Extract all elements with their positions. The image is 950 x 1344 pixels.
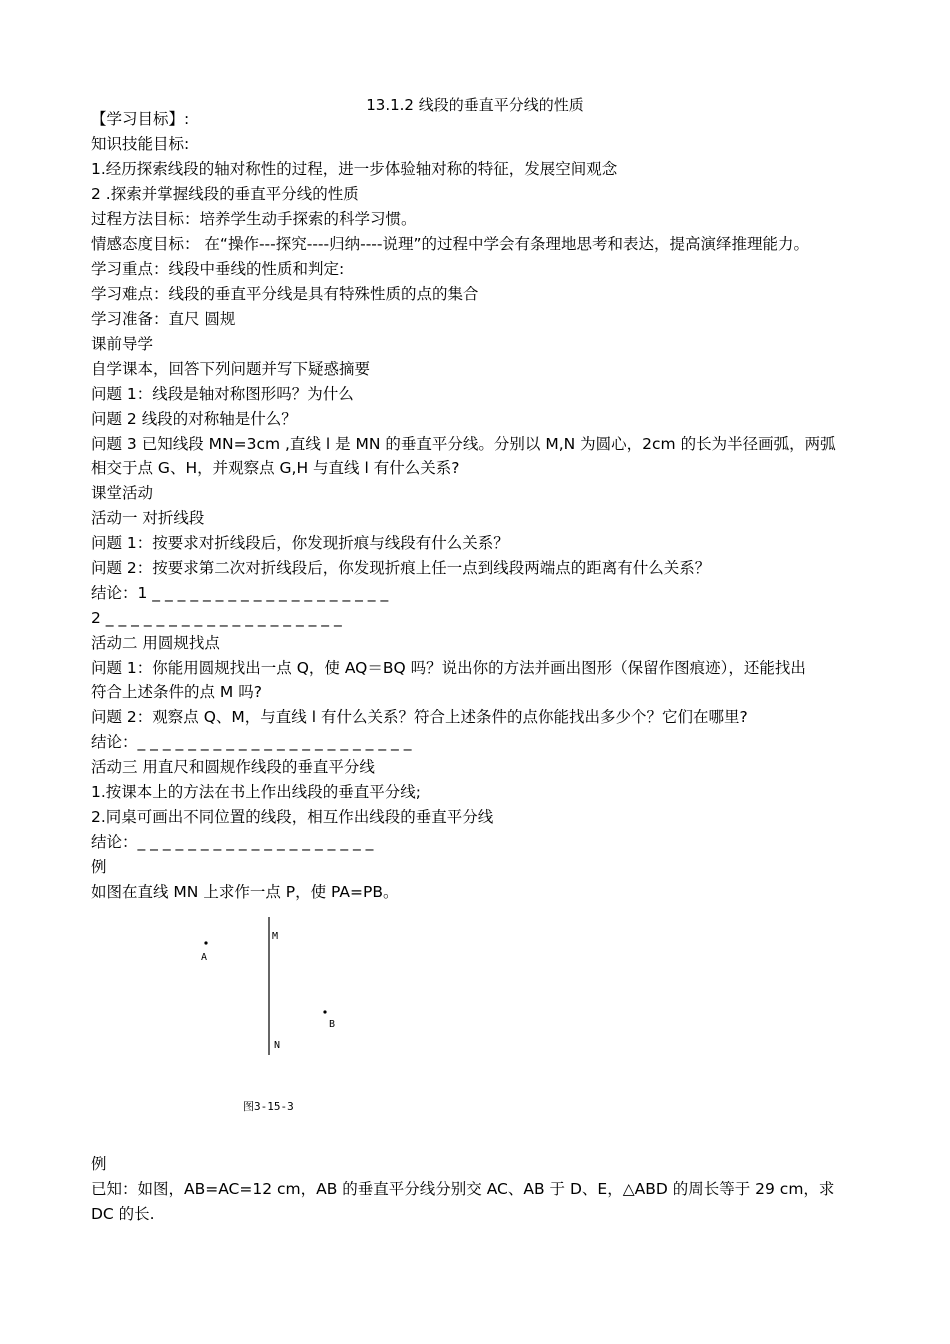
text-line: 相交于点 G、H，并观察点 G,H 与直线 l 有什么关系?: [91, 459, 460, 477]
text-line: 【学习目标】:: [91, 110, 190, 128]
text-line: 已知：如图，AB=AC=12 cm，AB 的垂直平分线分别交 AC、AB 于 D、E，△ABD 的周长等于 29 cm，求: [91, 1180, 835, 1198]
text-line: 问题 2：观察点 Q、M，与直线 l 有什么关系？符合上述条件的点你能找出多少个？它们在哪里?: [91, 708, 748, 726]
text-line: 问题 1：线段是轴对称图形吗？为什么: [91, 385, 354, 403]
text-line: 过程方法目标：培养学生动手探索的科学习惯。: [91, 210, 417, 228]
text-line: 学习重点：线段中垂线的性质和判定:: [91, 260, 345, 278]
text-line: 结论：1 _ _ _ _ _ _ _ _ _ _ _ _ _ _ _ _ _ _ _: [91, 584, 389, 602]
point-b: [323, 1010, 326, 1013]
text-line: 2 _ _ _ _ _ _ _ _ _ _ _ _ _ _ _ _ _ _ _: [91, 609, 342, 627]
label-a: A: [201, 952, 208, 963]
text-line: 例: [91, 858, 107, 876]
text-line: 2 .探索并掌握线段的垂直平分线的性质: [91, 185, 359, 203]
text-line: 符合上述条件的点 M 吗?: [91, 683, 262, 701]
text-line: 自学课本，回答下列问题并写下疑惑摘要: [91, 360, 371, 378]
text-line: 活动二 用圆规找点: [91, 634, 220, 652]
text-line: 活动三 用直尺和圆规作线段的垂直平分线: [91, 758, 375, 776]
text-line: 知识技能目标:: [91, 135, 190, 153]
text-line: 课堂活动: [91, 484, 154, 502]
text-line: 1.经历探索线段的轴对称性的过程，进一步体验轴对称的特征，发展空间观念: [91, 160, 618, 178]
text-line: 课前导学: [91, 335, 154, 353]
label-m: M: [272, 931, 279, 942]
text-line: 2.同桌可画出不同位置的线段，相互作出线段的垂直平分线: [91, 808, 494, 826]
text-line: 问题 1：按要求对折线段后，你发现折痕与线段有什么关系？: [91, 534, 509, 552]
label-n: N: [274, 1040, 281, 1051]
page-title: 13.1.2 线段的垂直平分线的性质: [366, 96, 584, 114]
text-line: 学习准备：直尺 圆规: [91, 310, 236, 328]
text-line: 活动一 对折线段: [91, 509, 205, 527]
text-line: 如图在直线 MN 上求作一点 P，使 PA=PB。: [91, 883, 399, 901]
text-line: 1.按课本上的方法在书上作出线段的垂直平分线;: [91, 783, 422, 801]
figure-caption: 图3-15-3: [243, 1100, 294, 1113]
geometry-figure: [190, 915, 390, 1065]
point-a: [204, 941, 207, 944]
text-line: 例: [91, 1155, 107, 1173]
text-line: 问题 2 线段的对称轴是什么？: [91, 410, 297, 428]
text-line: 结论：_ _ _ _ _ _ _ _ _ _ _ _ _ _ _ _ _ _ _: [91, 833, 374, 851]
text-line: 情感态度目标： 在“操作---探究----归纳----说理”的过程中学会有条理地思考和表达，提高演绎推理能力。: [91, 235, 810, 253]
text-line: 问题 3 已知线段 MN=3cm ,直线 l 是 MN 的垂直平分线。分别以 M,N 为圆心，2cm 的长为半径画弧，两弧: [91, 435, 836, 453]
text-line: 学习难点：线段的垂直平分线是具有特殊性质的点的集合: [91, 285, 479, 303]
text-line: 问题 2：按要求第二次对折线段后，你发现折痕上任一点到线段两端点的距离有什么关系？: [91, 559, 711, 577]
text-line: 问题 1：你能用圆规找出一点 Q，使 AQ＝BQ 吗？说出你的方法并画出图形（保留作图痕迹），还能找出: [91, 659, 806, 677]
text-line: DC 的长.: [91, 1205, 155, 1223]
label-b: B: [329, 1019, 336, 1030]
text-line: 结论：_ _ _ _ _ _ _ _ _ _ _ _ _ _ _ _ _ _ _ _ _ _: [91, 733, 412, 751]
